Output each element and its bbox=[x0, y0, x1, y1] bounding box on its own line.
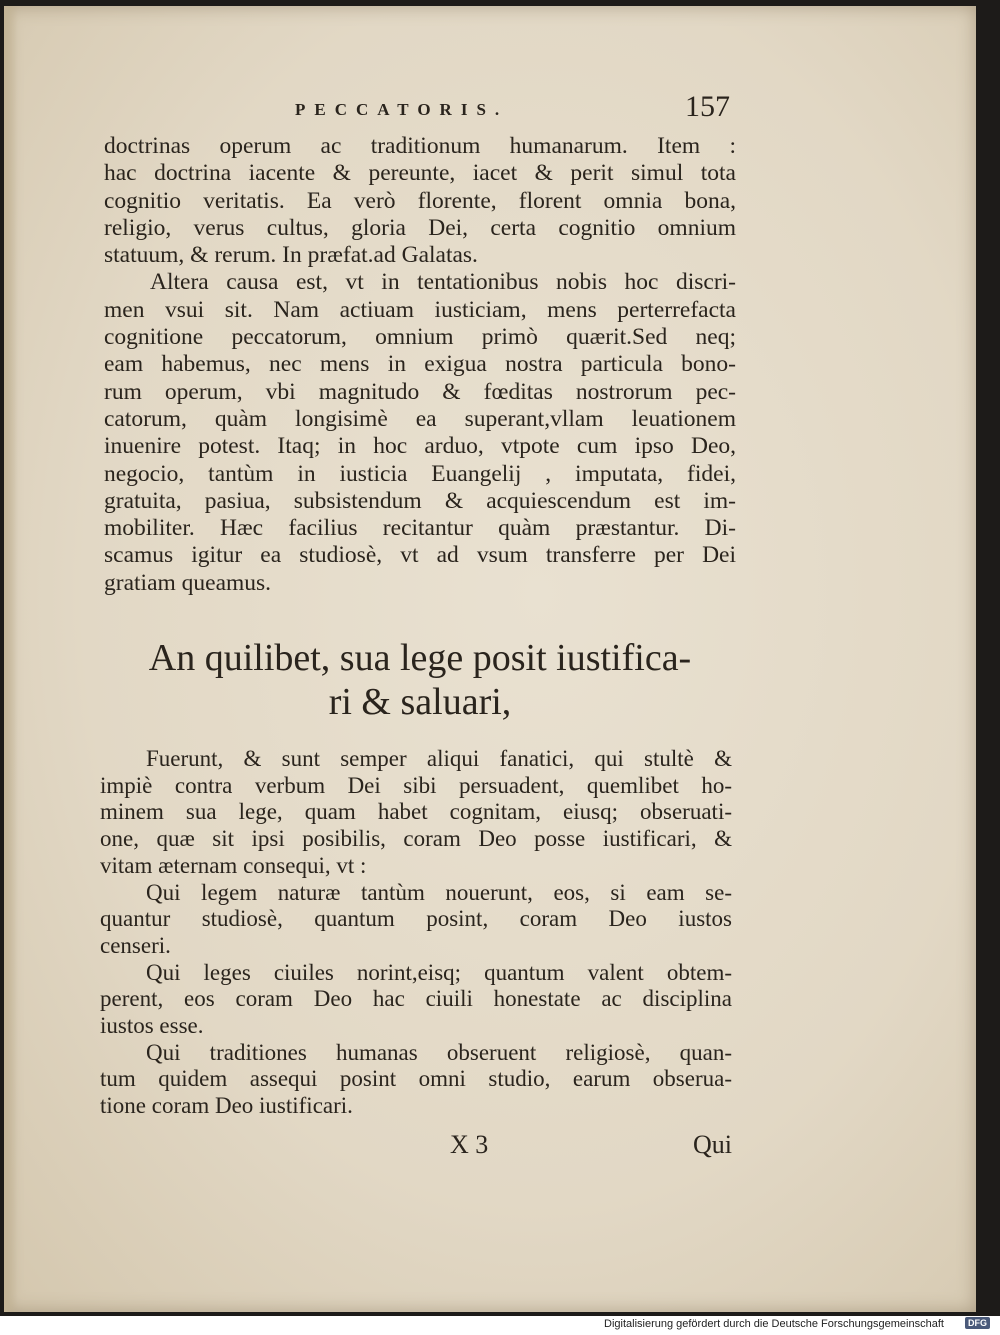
text-line: censeri. bbox=[100, 932, 171, 958]
page-gutter-shadow bbox=[4, 6, 18, 1312]
text-line: one, quæ sit ipsi posibilis, coram Deo posse iustificari, & bbox=[100, 826, 732, 852]
text-line: Altera causa est, vt in tentationibus nobis hoc discri- bbox=[150, 269, 736, 296]
section-text bbox=[100, 746, 732, 1120]
text-line: vitam æternam consequi, vt : bbox=[100, 852, 367, 878]
text-line: negocio, tantùm in iusticia Euangelij , imputata, fidei, bbox=[104, 460, 736, 487]
text-line: gratuita, pasiua, subsistendum & acquiescendum est im- bbox=[104, 487, 736, 514]
text-line: religio, verus cultus, gloria Dei, certa cognitio omnium bbox=[104, 214, 736, 241]
text-line: perent, eos coram Deo hac ciuili honestate ac disciplina bbox=[100, 986, 732, 1012]
text-line: mobiliter. Hæc facilius recitantur quàm præstantur. Di- bbox=[104, 515, 736, 542]
page-number: 157 bbox=[685, 90, 730, 123]
page-footer-line bbox=[100, 1130, 732, 1164]
body-text bbox=[104, 133, 736, 597]
running-head: PECCATORIS. bbox=[295, 100, 509, 119]
text-line: statuum, & rerum. In præfat.ad Galatas. bbox=[104, 242, 478, 269]
heading-line: ri & saluari, bbox=[328, 681, 512, 723]
heading-line: An quilibet, sua lege posit iustifica- bbox=[148, 637, 692, 679]
text-line: cognitione peccatorum, omnium primò quærit.Sed neq; bbox=[104, 324, 736, 351]
text-line: cognitio veritatis. Ea verò florente, florent omnia bona, bbox=[104, 187, 736, 214]
text-line: catorum, quàm longisimè ea superant,vllam leuationem bbox=[104, 405, 736, 432]
text-line: iustos esse. bbox=[100, 1013, 204, 1039]
text-line: Qui legem naturæ tantùm nouerunt, eos, si eam se- bbox=[146, 879, 732, 905]
digitization-credit: Digitalisierung gefördert durch die Deutsche Forschungsgemeinschaft bbox=[604, 1318, 944, 1330]
text-line: quantur studiosè, quantum posint, coram Deo iustos bbox=[100, 906, 732, 932]
text-line: Fuerunt, & sunt semper aliqui fanatici, qui stultè & bbox=[146, 746, 732, 771]
text-line: impiè contra verbum Dei sibi persuadent, quemlibet ho- bbox=[100, 772, 732, 798]
text-line: Qui traditiones humanas obseruent religiosè, quan- bbox=[146, 1039, 732, 1065]
text-line: scamus igitur ea studiosè, vt ad vsum transferre per Dei bbox=[104, 542, 736, 569]
text-line: inuenire potest. Itaq; in hoc arduo, vtpote cum ipso Deo, bbox=[104, 433, 736, 460]
section-heading bbox=[115, 636, 725, 724]
text-line: eam habemus, nec mens in exigua nostra particula bono- bbox=[104, 351, 736, 378]
text-line: tione coram Deo iustificari. bbox=[100, 1093, 353, 1119]
text-line: rum operum, vbi magnitudo & fœditas nostrorum pec- bbox=[104, 378, 736, 405]
catchword: Qui bbox=[693, 1130, 732, 1159]
dfg-logo: DFG bbox=[965, 1317, 990, 1329]
text-line: minem sua lege, quam habet cognitam, eiusq; obseruati- bbox=[100, 799, 732, 825]
text-line: hac doctrina iacente & pereunte, iacet & perit simul tota bbox=[104, 160, 736, 187]
signature-mark: X 3 bbox=[450, 1130, 489, 1159]
text-line: Qui leges ciuiles norint,eisq; quantum valent obtem- bbox=[146, 959, 732, 985]
text-line: men vsui sit. Nam actiuam iusticiam, mens perterrefacta bbox=[104, 296, 736, 323]
text-line: tum quidem assequi posint omni studio, earum obserua- bbox=[100, 1066, 732, 1092]
text-line: doctrinas operum ac traditionum humanarum. Item : bbox=[104, 133, 736, 159]
text-line: gratiam queamus. bbox=[104, 569, 272, 596]
